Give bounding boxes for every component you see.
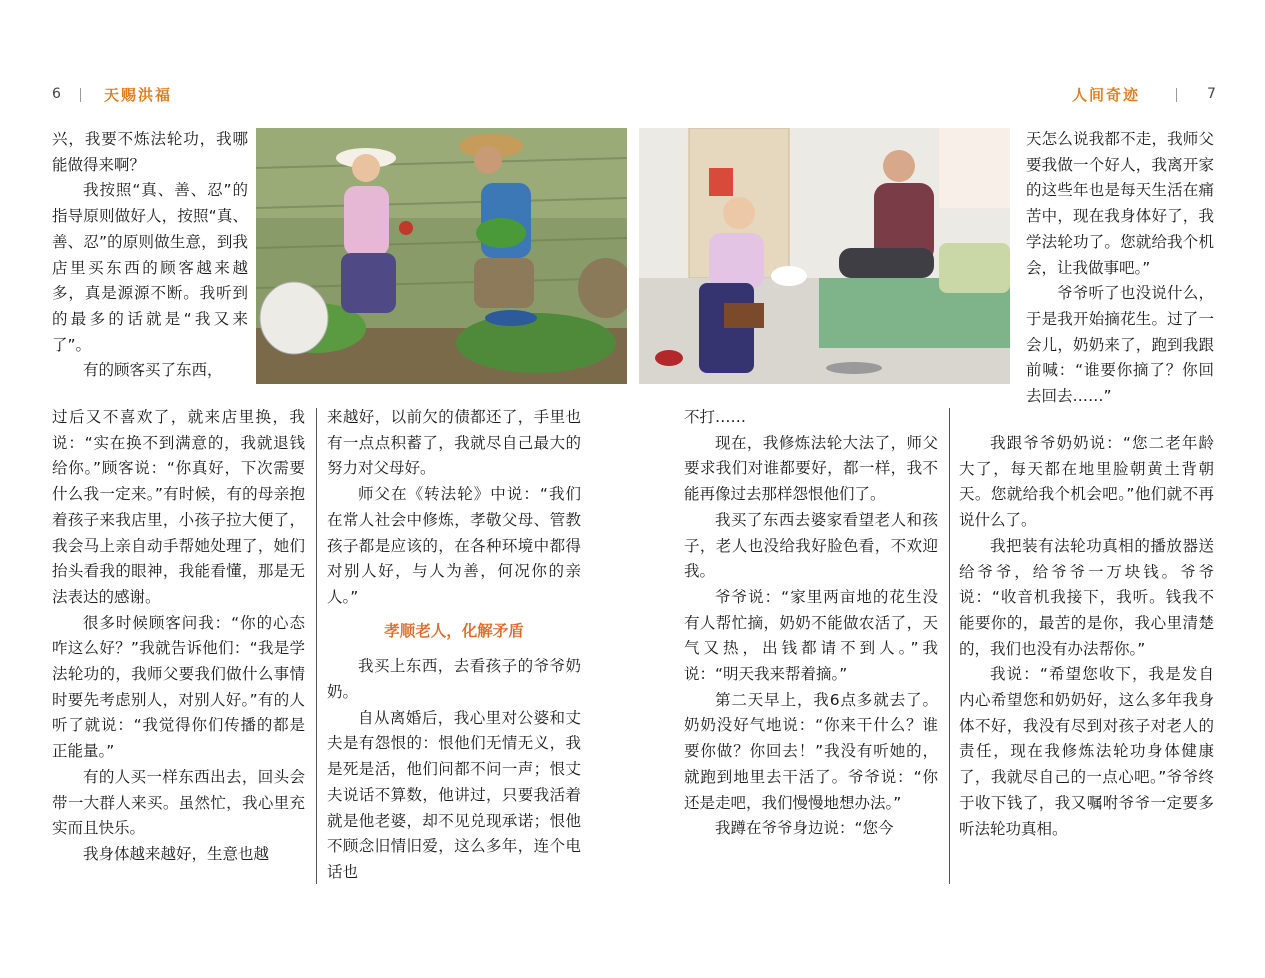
header-divider-left [80,88,81,102]
page-number-left: 6 [52,86,61,102]
paragraph: 我按照“真、善、忍”的指导原则做好人，按照“真、善、忍”的原则做生意，到我店里买东西的顾客越来越多，真是源源不断。我听到的最多的话就是“我又来了”。 [52,181,248,354]
paragraph: 自从离婚后，我心里对公婆和丈夫是有怨恨的：恨他们无情无义，我是死是活，他们问都不问一声；恨丈夫说话不算数，他讲过，只要我活着就是他老婆，却不见兑现承诺；恨他不顾念旧情旧爱，这么多年，连个电话也 [327,708,581,881]
paragraph: 现在，我修炼法轮大法了，师父要求我们对谁都要好，都一样，我不能再像过去那样怨恨他们了。 [684,433,938,504]
paragraph: 我说：“希望您收下，我是发自内心希望您和奶奶好，这么多年我身体不好，我没有尽到对孩子对老人的责任，现在我修炼法轮功身体健康了，我就尽自己的一点心吧。”爷爷终于收下钱了，我又嘱咐爷爷一定要多听法轮功真相。 [959,665,1214,838]
left-col1-bottom [52,405,305,868]
paragraph: 师父在《转法轮》中说：“我们在常人社会中修炼，孝敬父母、管教孩子都是应该的，在各种环境中都得对别人好，与人为善，何况你的亲人。” [327,485,581,606]
page-number-right: 7 [1207,86,1216,102]
section-title-right: 人间奇迹 [1072,86,1141,104]
subheading: 孝顺老人，化解矛盾 [384,621,524,640]
paragraph: 来越好，以前欠的债都还了，手里也有一点点积蓄了，我就尽自己最大的努力对父母好。 [327,408,581,478]
paragraph: 我跟爷爷奶奶说：“您二老年龄大了，每天都在地里脸朝黄土背朝天。您就给我个机会吧。”他们就不再说什么了。 [959,434,1214,530]
section-title-left: 天赐洪福 [104,86,173,104]
paragraph: 很多时候顾客问我：“你的心态咋这么好？”我就告诉他们：“我是学法轮功的，我师父要我们做什么事情时要先考虑别人，对别人好。”有的人听了就说：“我觉得你们传播的都是正能量。” [52,613,305,761]
paragraph: 天怎么说我都不走，我师父要我做一个好人，我离开家的这些年也是每天生活在痛苦中，现在我身体好了，我学法轮功了。您就给我个机会，让我做事吧。” [1026,130,1214,277]
paragraph: 我把装有法轮功真相的播放器送给爷爷，给爷爷一万块钱。爷爷说：“收音机我接下，我听。钱我不能要你的，最苦的是你，我心里清楚的，我们也没有办法帮你。” [959,536,1214,658]
paragraph: 有的人买一样东西出去，回头会带一大群人来买。虽然忙，我心里充实而且快乐。 [52,767,305,838]
paragraph: 第二天早上，我6点多就去了。奶奶没好气地说：“你来干什么？谁要你做？你回去！”我没有听她的，就跑到地里去干活了。爷爷说：“你还是走吧，我们慢慢地想办法。” [684,690,938,812]
paragraph: 我蹲在爷爷身边说：“您今 [715,819,894,838]
paragraph: 过后又不喜欢了，就来店里换，我说：“实在换不到满意的，我就退钱给你。”顾客说：“你真好，下次需要什么我一定来。”有时候，有的母亲抱着孩子来我店里，小孩子拉大便了，我会马上亲自动手帮她处理了，她们抬头看我的眼神，我能看懂，那是无法表达的感谢。 [52,408,305,606]
paragraph: 我身体越来越好，生意也越 [83,844,270,863]
paragraph: 我买上东西，去看孩子的爷爷奶奶。 [327,657,581,702]
header-divider-right [1176,88,1177,102]
illustration-peanut-field [256,128,627,384]
left-col2 [327,405,581,886]
illustration-washing-feet [639,128,1010,384]
column-rule [949,408,950,884]
left-col1-top [52,127,248,384]
paragraph: 兴，我要不炼法轮功，我哪能做得来啊？ [52,130,248,174]
paragraph: 有的顾客买了东西， [83,361,223,380]
paragraph: 我买了东西去婆家看望老人和孩子，老人也没给我好脸色看，不欢迎我。 [684,510,938,581]
column-rule [316,408,317,884]
right-col2-top [1026,127,1214,410]
paragraph: 不打…… [684,408,747,426]
right-col1 [684,405,938,842]
paragraph: 爷爷听了也没说什么，于是我开始摘花生。过了一会儿，奶奶来了，跑到我跟前喊：“谁要你摘了？你回去回去……” [1026,284,1214,406]
paragraph: 爷爷说：“家里两亩地的花生没有人帮忙摘，奶奶不能做农活了，天气又热，出钱都请不到人。”我说：“明天我来帮着摘。” [684,587,938,684]
right-col2-bottom [959,431,1214,842]
